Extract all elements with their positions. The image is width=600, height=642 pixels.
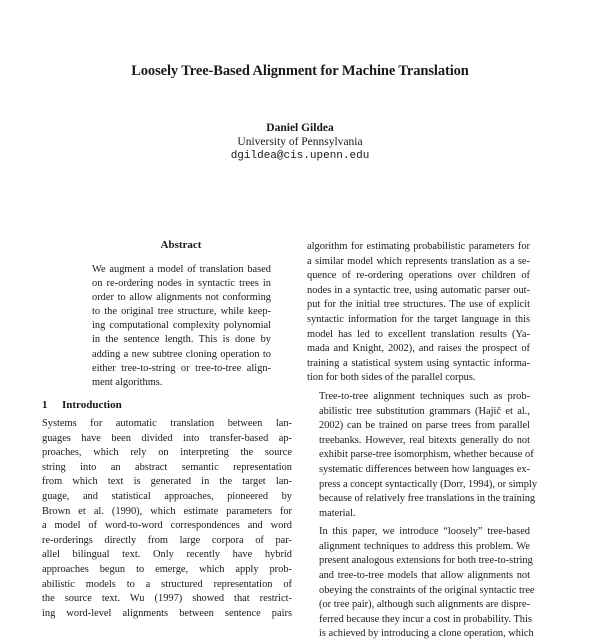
body-line: exhibit parse-tree isomorphism, whether because of (319, 449, 534, 461)
body-line: from which text is generated in the target lan- (42, 476, 292, 488)
body-line: tion for both sides of the parallel corpus. (307, 372, 476, 384)
body-line: alignment techniques to address this problem. We (319, 540, 530, 552)
body-line: syntactic information for the target language in this (307, 313, 530, 325)
body-line: put for the initial tree structures. The use of explicit (307, 299, 530, 311)
body-line: re-orderings directly from large corpora of par- (42, 534, 292, 546)
body-line: obeying the constraints of the original syntactic tree (319, 584, 535, 596)
body-line: guage, and statistical approaches, pioneered by (42, 490, 292, 502)
abstract-line: on re-ordering nodes in syntactic trees in (92, 278, 271, 290)
abstract-line: in the sentence length. This is done by (92, 334, 271, 346)
body-line: press a concept syntactically (Dorr, 1994), or simply (319, 478, 538, 490)
body-line: algorithm for estimating probabilistic parameters for (307, 241, 530, 252)
body-line: material. (319, 507, 356, 519)
abstract-line: to the original tree structure, while keep- (92, 306, 271, 318)
body-line: training a statistical system using syntactic informa- (307, 357, 530, 369)
author-affiliation: University of Pennsylvania (237, 136, 363, 148)
body-line: 2002) can be trained on parse trees from parallel (319, 420, 530, 432)
abstract-body (92, 263, 271, 390)
body-line: abilistic models to a structured representation of (42, 578, 292, 590)
body-line: string into an abstract semantic representation (42, 461, 292, 473)
paragraph (307, 240, 530, 386)
body-line: abilistic tree substitution grammars (Hajič et al., (319, 405, 530, 417)
section-title: Introduction (62, 399, 122, 411)
body-line: the source text. Wu (1997) showed that restrict- (42, 593, 292, 605)
left-column-body (42, 417, 292, 621)
right-column-body (307, 240, 538, 642)
body-line: quence of re-ordering operations over children of (307, 270, 530, 282)
body-line: proaches, which rely on interpreting the source (42, 447, 292, 459)
abstract-line: ing computational complexity polynomial (92, 320, 271, 332)
abstract-line: ment algorithms. (92, 376, 163, 388)
abstract-line: either tree-to-string or tree-to-tree align- (92, 362, 271, 374)
body-line: and tree-to-tree models that allow alignments not (319, 570, 530, 582)
body-line: a similar model which represents translation as a se- (307, 255, 530, 267)
body-line: (or tree pair), although such alignments are dispre- (319, 599, 530, 611)
abstract-line: We augment a model of translation based (92, 264, 271, 275)
body-line: guages have been divided into transfer-based ap- (42, 432, 292, 444)
body-line: systematic differences between how languages ex- (319, 463, 530, 475)
body-line: ferred because they incur a cost in probability. This (319, 613, 532, 625)
abstract-line: order to allow alignments not conforming (92, 292, 271, 304)
section-number: 1 (42, 399, 48, 411)
body-line: a model of word-to-word correspondences and word (42, 520, 292, 532)
body-line: mada and Knight, 2002), and raises the prospect of (307, 343, 530, 355)
author-email: dgildea@cis.upenn.edu (230, 150, 370, 162)
body-line: ing word-level alignments between sentence pairs (42, 607, 292, 619)
body-line: is achieved by introducing a clone operation, which (319, 628, 534, 640)
body-line: allel bilingual text. Only recently have hybrid (42, 549, 292, 561)
body-line: because of relatively free translations in the training (319, 493, 536, 505)
body-line: present analogous extensions for both tree-to-string (319, 555, 533, 567)
body-line: model has led to excellent translation results (Ya- (307, 328, 530, 340)
body-line: approaches begun to emerge, which apply prob- (42, 563, 292, 575)
body-line: nodes in a syntactic tree, using automatic parser out- (307, 284, 530, 296)
author-name: Daniel Gildea (266, 122, 334, 134)
abstract-line: adding a new subtree cloning operation to (92, 348, 271, 360)
body-line: Tree-to-tree alignment techniques such as prob- (319, 390, 530, 402)
body-line: Systems for automatic translation between lan- (42, 418, 292, 429)
body-line: treebanks. However, real bitexts generally do not (319, 434, 530, 446)
body-line: Brown et al. (1990), which estimate parameters for (42, 505, 292, 517)
section-heading (42, 399, 122, 411)
abstract-heading: Abstract (160, 239, 202, 251)
body-line: In this paper, we introduce “loosely” tree-based (319, 526, 530, 538)
paragraph (307, 525, 535, 642)
paragraph (307, 390, 538, 521)
paper-title: Loosely Tree-Based Alignment for Machine Translation (131, 63, 469, 79)
